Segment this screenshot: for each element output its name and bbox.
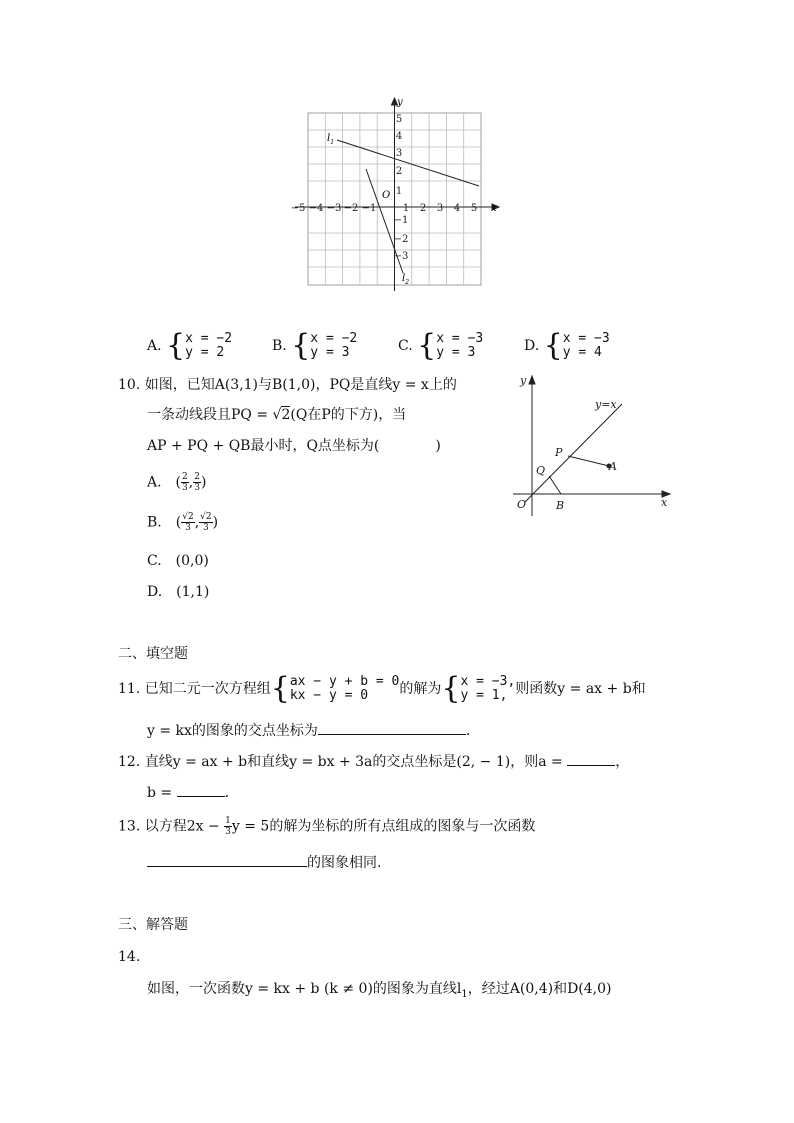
line-label: y=x [595, 398, 617, 411]
x-tick: −4 [308, 203, 324, 214]
q9-option-a: A. { x = −2 y = 2 [147, 328, 233, 363]
y-tick: 3 [395, 148, 403, 159]
label-B: B [556, 499, 565, 512]
q10-line1: 10. 如图，已知A(3,1)与B(1,0)，PQ是直线y = x上的 [118, 377, 457, 393]
q9-option-b: B. { x = −2 y = 3 [272, 328, 358, 363]
section-heading: 三、解答题 [118, 917, 188, 933]
label-O: O [517, 498, 527, 511]
label-P: P [555, 446, 563, 459]
y-tick: 1 [395, 186, 403, 197]
x-tick: −5 [290, 203, 306, 214]
l1-label: $l_1$ [327, 133, 335, 146]
q11-line1: 11. 已知二元一次方程组{ ax − y + b = 0 kx − y = 0 的解为{ x = −3, y = 1, 则函数y = ax + b和 [118, 671, 646, 706]
q10-option-d: D. (1,1) [147, 584, 210, 600]
y-tick: 2 [395, 166, 403, 177]
q9-option-c: C. { x = −3 y = 3 [398, 328, 484, 363]
q10-option-b: B. ( $\frac{√2}{3}$ , $\frac{√2}{3}$ ) [147, 512, 219, 533]
y-tick: −1 [393, 215, 409, 226]
segment-PA [568, 456, 609, 466]
x-axis-label: x [491, 203, 497, 214]
x-tick: 3 [436, 203, 444, 214]
answer-blank[interactable] [318, 720, 466, 735]
x-tick: 5 [470, 203, 478, 214]
label-x: x [661, 496, 668, 509]
line-y-equals-x [525, 404, 622, 502]
answer-blank[interactable] [177, 782, 225, 797]
y-tick: 4 [395, 131, 403, 142]
x-tick: −2 [343, 203, 359, 214]
origin-label: O [382, 190, 391, 201]
y-axis-label: y [397, 97, 403, 108]
q13-line1: 13. 以方程2x − $\frac{1}{3}$ y = 5的解为坐标的所有点组成的图象与一次函数 [118, 816, 536, 837]
label-Q: Q [536, 464, 546, 477]
pq-figure [505, 370, 680, 518]
x-tick: 2 [419, 203, 427, 214]
segment-QB [549, 476, 561, 494]
answer-blank[interactable] [567, 751, 615, 766]
sqrt-symbol: √ [272, 407, 282, 423]
q11-line2: y = kx的图象的交点坐标为 . [147, 720, 470, 740]
q12-line2: b = . [147, 782, 229, 802]
q9-option-d: D. { x = −3 y = 4 [524, 328, 610, 363]
q12-line1: 12. 直线y = ax + b和直线y = bx + 3a的交点坐标是(2, − 1)，则a = ， [118, 751, 629, 771]
q10-line2: 一条动线段且PQ = √2(Q在P的下方)，当 [147, 407, 407, 423]
label-y: y [520, 374, 527, 387]
x-tick: −3 [326, 203, 342, 214]
q14-text: 如图，一次函数y = kx + b (k ≠ 0)的图象为直线$l_1$，经过A(0,4)和D(4,0) [147, 981, 612, 1000]
y-tick: 5 [395, 114, 403, 125]
l2-label: $l_2$ [402, 273, 410, 286]
coordinate-grid-figure [285, 95, 505, 295]
section-heading: 二、填空题 [118, 646, 188, 662]
label-A: A [609, 460, 617, 473]
y-tick: −3 [393, 251, 409, 262]
answer-blank[interactable] [147, 852, 307, 867]
q10-option-a: A. ( $\frac{2}{3}$ , $\frac{2}{3}$ ) [147, 472, 207, 493]
x-tick: 1 [402, 203, 410, 214]
x-tick: 4 [453, 203, 461, 214]
q13-line2: 的图象相同. [147, 852, 381, 872]
y-tick: −2 [393, 234, 409, 245]
x-tick: −1 [361, 203, 377, 214]
q14-number: 14. [118, 949, 141, 965]
q10-option-c: C. (0,0) [147, 553, 209, 569]
q10-line3: AP + PQ + QB最小时，Q点坐标为( ) [147, 438, 441, 454]
